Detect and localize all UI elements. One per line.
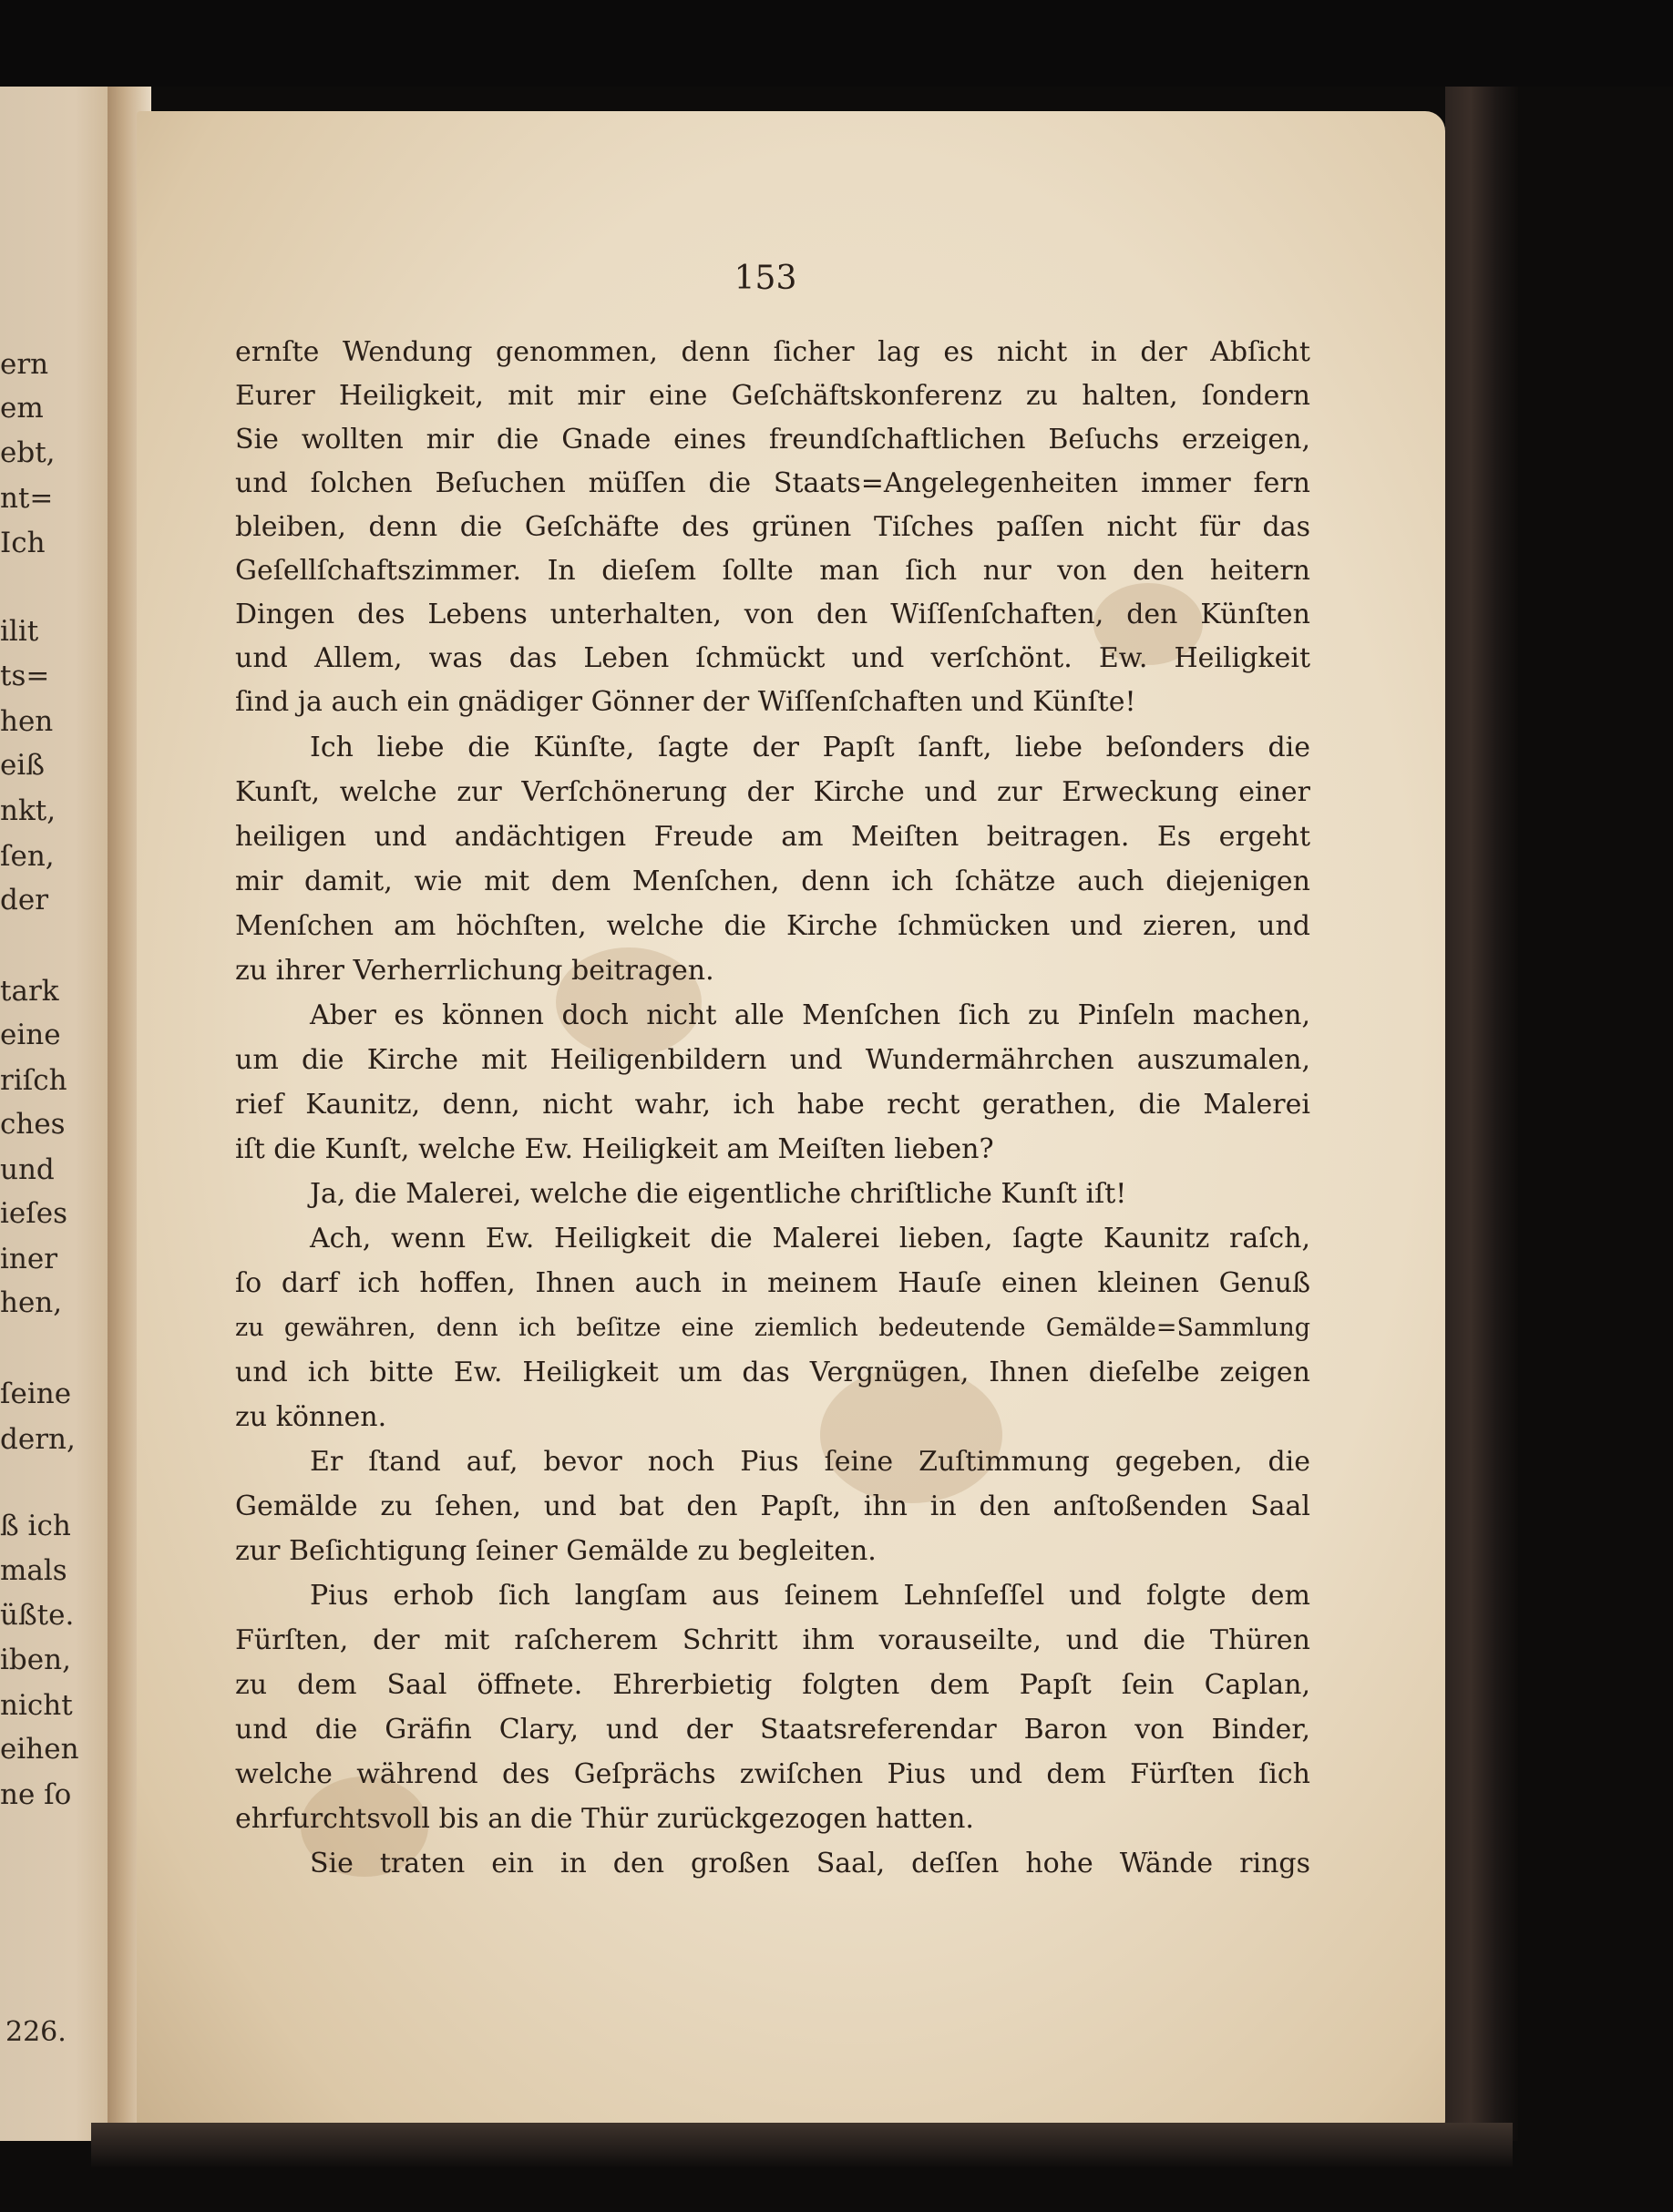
background-top (0, 0, 1673, 87)
text-line: Ich liebe die Künſte, ſagte der Papſt ſanft, liebe beſonders die (310, 732, 1310, 763)
left-fragment: eiß (0, 749, 45, 782)
left-fragment: iben, (0, 1644, 71, 1676)
left-fragment: dern, (0, 1423, 76, 1456)
text-line: Menſchen am höchſten, welche die Kirche ſchmücken und zieren, und (235, 910, 1310, 942)
left-fragment: ſeine (0, 1377, 72, 1410)
left-fragment: hen, (0, 1286, 63, 1319)
left-fragment: ebt, (0, 436, 56, 469)
text-line: iſt die Kunſt, welche Ew. Heiligkeit am Meiſten lieben? (235, 1133, 994, 1165)
left-fragment: üßte. (0, 1599, 75, 1632)
text-line: Pius erhob ſich langſam aus ſeinem Lehnſeſſel und folgte dem (310, 1580, 1310, 1612)
left-fragment: em (0, 392, 44, 425)
left-fragment: ches (0, 1108, 66, 1141)
text-line: zu gewähren, denn ich beſitze eine ziemlich bedeutende Gemälde=Sammlung (235, 1314, 1310, 1342)
text-line: und ich bitte Ew. Heiligkeit um das Vergnügen, Ihnen dieſelbe zeigen (235, 1357, 1310, 1388)
text-line: Sie wollten mir die Gnade eines freundſchaftlichen Beſuchs erzeigen, (235, 424, 1310, 456)
left-fragment: iner (0, 1243, 58, 1275)
text-line: rief Kaunitz, denn, nicht wahr, ich habe recht gerathen, die Malerei (235, 1089, 1310, 1121)
text-line: Ja, die Malerei, welche die eigentliche chriſtliche Kunſt iſt! (310, 1178, 1127, 1210)
left-fragment: ſen, (0, 840, 55, 873)
left-fragment: ieſes (0, 1197, 67, 1230)
left-fragment: ts= (0, 660, 50, 692)
text-line: ernſte Wendung genommen, denn ſicher lag es nicht in der Abſicht (235, 336, 1310, 368)
left-fragment: ne ſo (0, 1778, 72, 1811)
text-line: und ſolchen Beſuchen müſſen die Staats=Angelegenheiten immer fern (235, 467, 1310, 499)
text-line: ſind ja auch ein gnädiger Gönner der Wiſſenſchaften und Künſte! (235, 686, 1136, 718)
page-number: 153 (734, 260, 797, 297)
text-line: Fürſten, der mit raſcherem Schritt ihm vorauseilte, und die Thüren (235, 1624, 1310, 1656)
left-fragment: nkt, (0, 794, 56, 827)
text-line: heiligen und andächtigen Freude am Meiſten beitragen. Es ergeht (235, 821, 1310, 853)
left-fragment: ß ich (0, 1510, 71, 1542)
text-line: mir damit, wie mit dem Menſchen, denn ich ſchätze auch diejenigen (235, 865, 1310, 897)
left-fragment: riſch (0, 1064, 67, 1097)
left-fragment: eihen (0, 1733, 79, 1766)
left-fragment: hen (0, 705, 54, 738)
left-fragment: und (0, 1153, 55, 1186)
text-line: bleiben, denn die Geſchäfte des grünen Tiſches paſſen nicht für das (235, 511, 1310, 543)
left-fragment: tark (0, 975, 59, 1008)
left-page-number: 226. (5, 2016, 67, 2048)
left-fragment: ern (0, 348, 49, 381)
text-line: ſo darf ich hoffen, Ihnen auch in meinem Hauſe einen kleinen Genuß (235, 1267, 1310, 1299)
left-fragment: eine (0, 1019, 61, 1051)
left-fragment: mals (0, 1554, 67, 1587)
text-line: Gemälde zu ſehen, und bat den Papſt, ihn in den anſtoßenden Saal (235, 1490, 1310, 1522)
text-line: ehrfurchtsvoll bis an die Thür zurückgezogen hatten. (235, 1803, 974, 1835)
book-cover-bottom (91, 2123, 1513, 2168)
text-line: zur Beſichtigung ſeiner Gemälde zu begleiten. (235, 1535, 877, 1567)
left-fragment: nicht (0, 1689, 73, 1722)
left-fragment: Ich (0, 527, 46, 559)
text-line: zu können. (235, 1401, 387, 1433)
text-line: zu dem Saal öffnete. Ehrerbietig folgten dem Papſt ſein Caplan, (235, 1669, 1310, 1701)
text-line: zu ihrer Verherrlichung beitragen. (235, 955, 714, 987)
text-line: um die Kirche mit Heiligenbildern und Wundermährchen auszumalen, (235, 1044, 1310, 1076)
text-line: Eurer Heiligkeit, mit mir eine Geſchäftskonferenz zu halten, ſondern (235, 380, 1310, 412)
text-line: Dingen des Lebens unterhalten, von den Wiſſenſchaften, den Künſten (235, 599, 1310, 630)
text-line: Geſellſchaftszimmer. In dieſem ſollte man ſich nur von den heitern (235, 555, 1310, 587)
left-fragment: der (0, 884, 49, 917)
text-line: Kunſt, welche zur Verſchönerung der Kirche und zur Erweckung einer (235, 776, 1310, 808)
book-cover-edge (1445, 87, 1518, 2141)
left-fragment: nt= (0, 482, 54, 515)
text-line: Ach, wenn Ew. Heiligkeit die Malerei lieben, ſagte Kaunitz raſch, (310, 1223, 1310, 1254)
text-line: welche während des Geſprächs zwiſchen Pius und dem Fürſten ſich (235, 1758, 1310, 1790)
left-fragment: ilit (0, 615, 39, 648)
text-line: und Allem, was das Leben ſchmückt und verſchönt. Ew. Heiligkeit (235, 642, 1310, 674)
text-line: und die Gräfin Clary, und der Staatsreferendar Baron von Binder, (235, 1714, 1310, 1746)
text-line: Er ſtand auf, bevor noch Pius ſeine Zuſtimmung gegeben, die (310, 1446, 1310, 1478)
text-line: Aber es können doch nicht alle Menſchen ſich zu Pinſeln machen, (310, 999, 1310, 1031)
text-line: Sie traten ein in den großen Saal, deſſen hohe Wände rings (310, 1848, 1310, 1879)
